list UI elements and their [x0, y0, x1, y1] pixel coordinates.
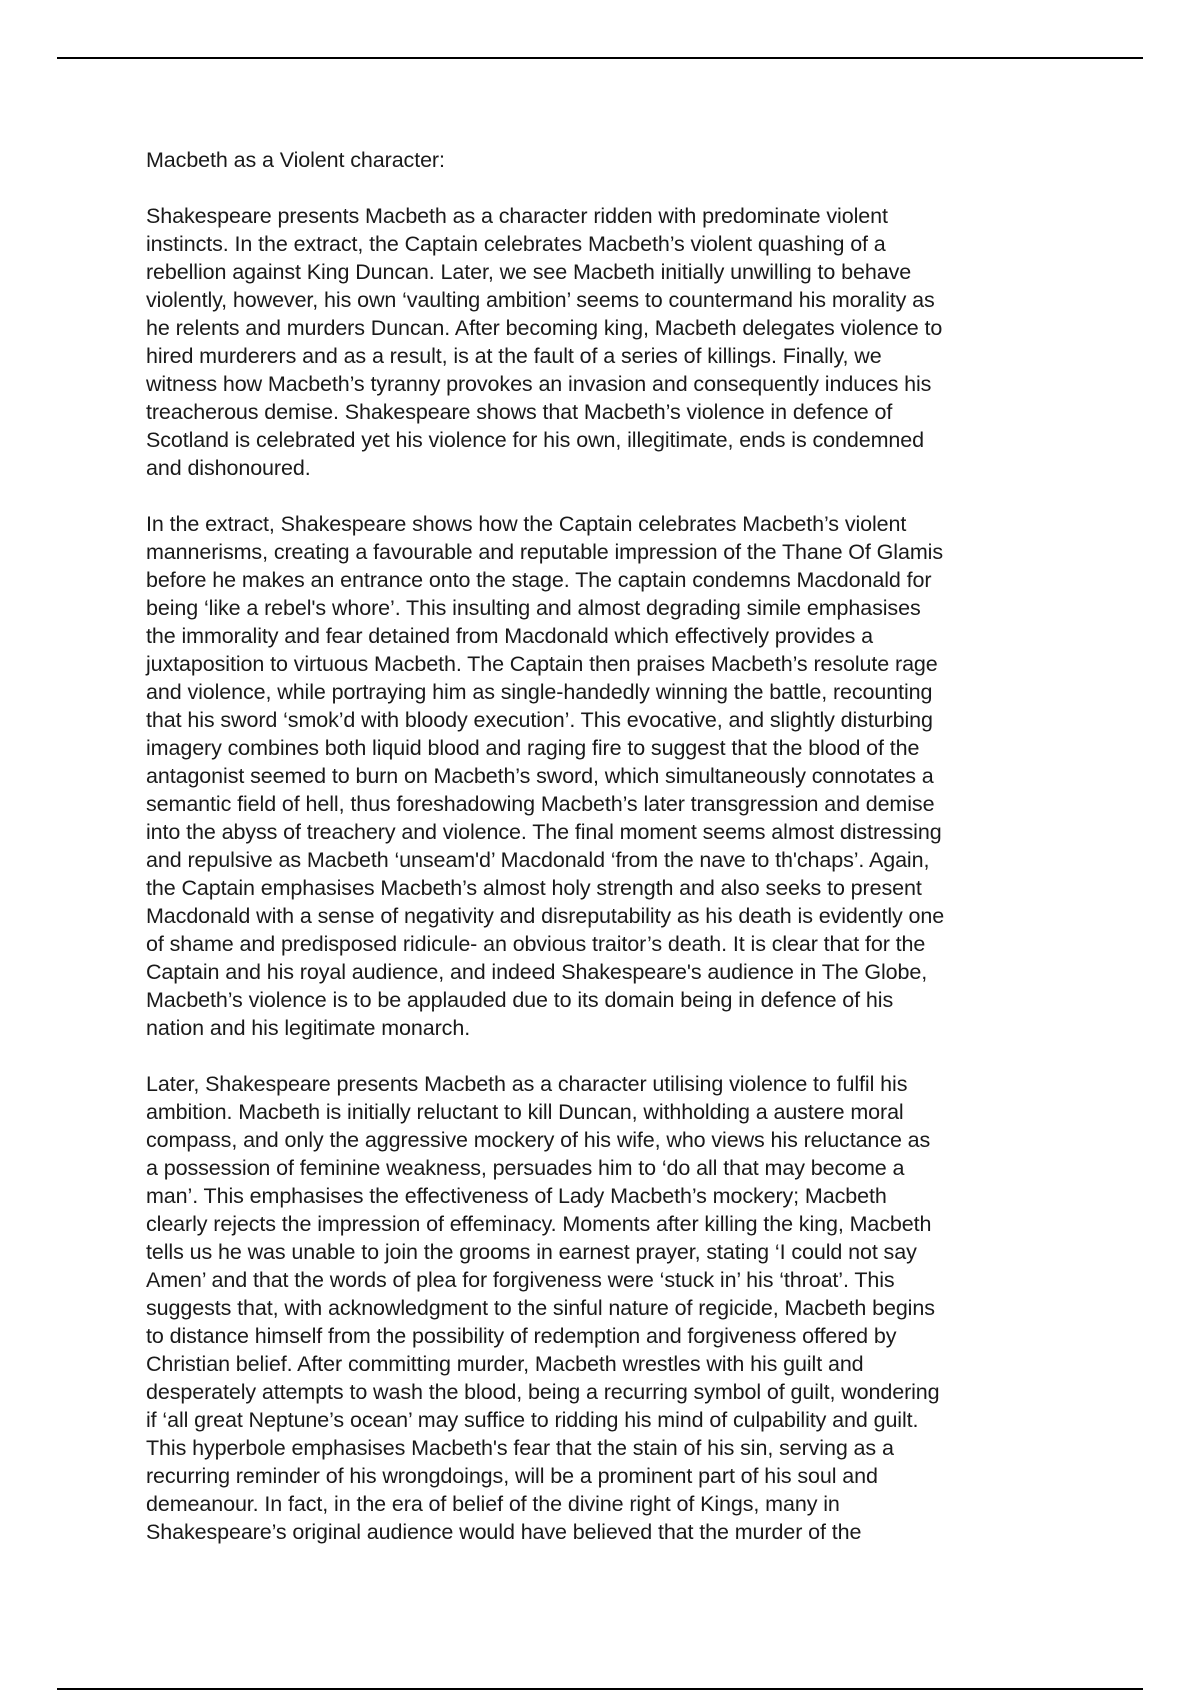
- text-line: antagonist seemed to burn on Macbeth’s sword, which simultaneously connotates a: [146, 764, 934, 788]
- text-line: Amen’ and that the words of plea for forgiveness were ‘stuck in’ his ‘throat’. This: [146, 1268, 895, 1292]
- top-rule: [57, 57, 1143, 59]
- text-line: if ‘all great Neptune’s ocean’ may suffice to ridding his mind of culpability and guilt.: [146, 1408, 919, 1432]
- text-line: man’. This emphasises the effectiveness of Lady Macbeth’s mockery; Macbeth: [146, 1184, 887, 1208]
- text-line: tells us he was unable to join the grooms in earnest prayer, stating ‘I could not say: [146, 1240, 917, 1264]
- text-line: This hyperbole emphasises Macbeth's fear that the stain of his sin, serving as a: [146, 1436, 894, 1460]
- text-line: mannerisms, creating a favourable and reputable impression of the Thane Of Glamis: [146, 540, 943, 564]
- text-line: suggests that, with acknowledgment to the sinful nature of regicide, Macbeth begins: [146, 1296, 935, 1320]
- paragraph: [146, 202, 1066, 482]
- text-line: the Captain emphasises Macbeth’s almost holy strength and also seeks to present: [146, 876, 922, 900]
- text-line: treacherous demise. Shakespeare shows that Macbeth’s violence in defence of: [146, 400, 893, 424]
- paragraph: [146, 1070, 1066, 1546]
- document-body: [146, 146, 1066, 1574]
- text-line: semantic field of hell, thus foreshadowing Macbeth’s later transgression and demise: [146, 792, 935, 816]
- text-line: the immorality and fear detained from Macdonald which effectively provides a: [146, 624, 873, 648]
- page-title: Macbeth as a Violent character:: [146, 148, 445, 172]
- text-line: Captain and his royal audience, and indeed Shakespeare's audience in The Globe,: [146, 960, 928, 984]
- text-line: nation and his legitimate monarch.: [146, 1016, 471, 1040]
- text-line: In the extract, Shakespeare shows how the Captain celebrates Macbeth’s violent: [146, 512, 907, 536]
- text-line: Shakespeare presents Macbeth as a character ridden with predominate violent: [146, 204, 888, 228]
- text-line: that his sword ‘smok’d with bloody execution’. This evocative, and slightly disturbing: [146, 708, 933, 732]
- text-line: being ‘like a rebel's whore’. This insulting and almost degrading simile emphasises: [146, 596, 921, 620]
- text-line: clearly rejects the impression of effeminacy. Moments after killing the king, Macbeth: [146, 1212, 932, 1236]
- text-line: hired murderers and as a result, is at the fault of a series of killings. Finally, we: [146, 344, 882, 368]
- text-line: and violence, while portraying him as single-handedly winning the battle, recounting: [146, 680, 933, 704]
- text-line: witness how Macbeth’s tyranny provokes an invasion and consequently induces his: [146, 372, 932, 396]
- text-line: instincts. In the extract, the Captain celebrates Macbeth’s violent quashing of a: [146, 232, 886, 256]
- bottom-rule: [57, 1688, 1143, 1690]
- text-line: Later, Shakespeare presents Macbeth as a character utilising violence to fulfil his: [146, 1072, 908, 1096]
- paragraphs-container: [146, 202, 1066, 1546]
- text-line: before he makes an entrance onto the stage. The captain condemns Macdonald for: [146, 568, 932, 592]
- text-line: and repulsive as Macbeth ‘unseam'd’ Macdonald ‘from the nave to th'chaps’. Again,: [146, 848, 930, 872]
- text-line: into the abyss of treachery and violence. The final moment seems almost distressing: [146, 820, 942, 844]
- text-line: recurring reminder of his wrongdoings, will be a prominent part of his soul and: [146, 1464, 878, 1488]
- text-line: a possession of feminine weakness, persuades him to ‘do all that may become a: [146, 1156, 905, 1180]
- text-line: he relents and murders Duncan. After becoming king, Macbeth delegates violence to: [146, 316, 943, 340]
- text-line: of shame and predisposed ridicule- an obvious traitor’s death. It is clear that for the: [146, 932, 926, 956]
- text-line: violently, however, his own ‘vaulting ambition’ seems to countermand his morality as: [146, 288, 935, 312]
- text-line: ambition. Macbeth is initially reluctant to kill Duncan, withholding a austere moral: [146, 1100, 904, 1124]
- text-line: to distance himself from the possibility of redemption and forgiveness offered by: [146, 1324, 897, 1348]
- text-line: Scotland is celebrated yet his violence for his own, illegitimate, ends is condemned: [146, 428, 924, 452]
- text-line: imagery combines both liquid blood and raging fire to suggest that the blood of the: [146, 736, 920, 760]
- text-line: Macdonald with a sense of negativity and disreputability as his death is evidently one: [146, 904, 945, 928]
- text-line: juxtaposition to virtuous Macbeth. The Captain then praises Macbeth’s resolute rage: [146, 652, 938, 676]
- text-line: Christian belief. After committing murder, Macbeth wrestles with his guilt and: [146, 1352, 864, 1376]
- paragraph: [146, 510, 1066, 1042]
- text-line: and dishonoured.: [146, 456, 311, 480]
- text-line: rebellion against King Duncan. Later, we see Macbeth initially unwilling to behave: [146, 260, 912, 284]
- text-line: desperately attempts to wash the blood, being a recurring symbol of guilt, wondering: [146, 1380, 940, 1404]
- text-line: compass, and only the aggressive mockery of his wife, who views his reluctance as: [146, 1128, 931, 1152]
- text-line: Shakespeare’s original audience would have believed that the murder of the: [146, 1520, 862, 1544]
- text-line: Macbeth’s violence is to be applauded due to its domain being in defence of his: [146, 988, 894, 1012]
- text-line: demeanour. In fact, in the era of belief of the divine right of Kings, many in: [146, 1492, 840, 1516]
